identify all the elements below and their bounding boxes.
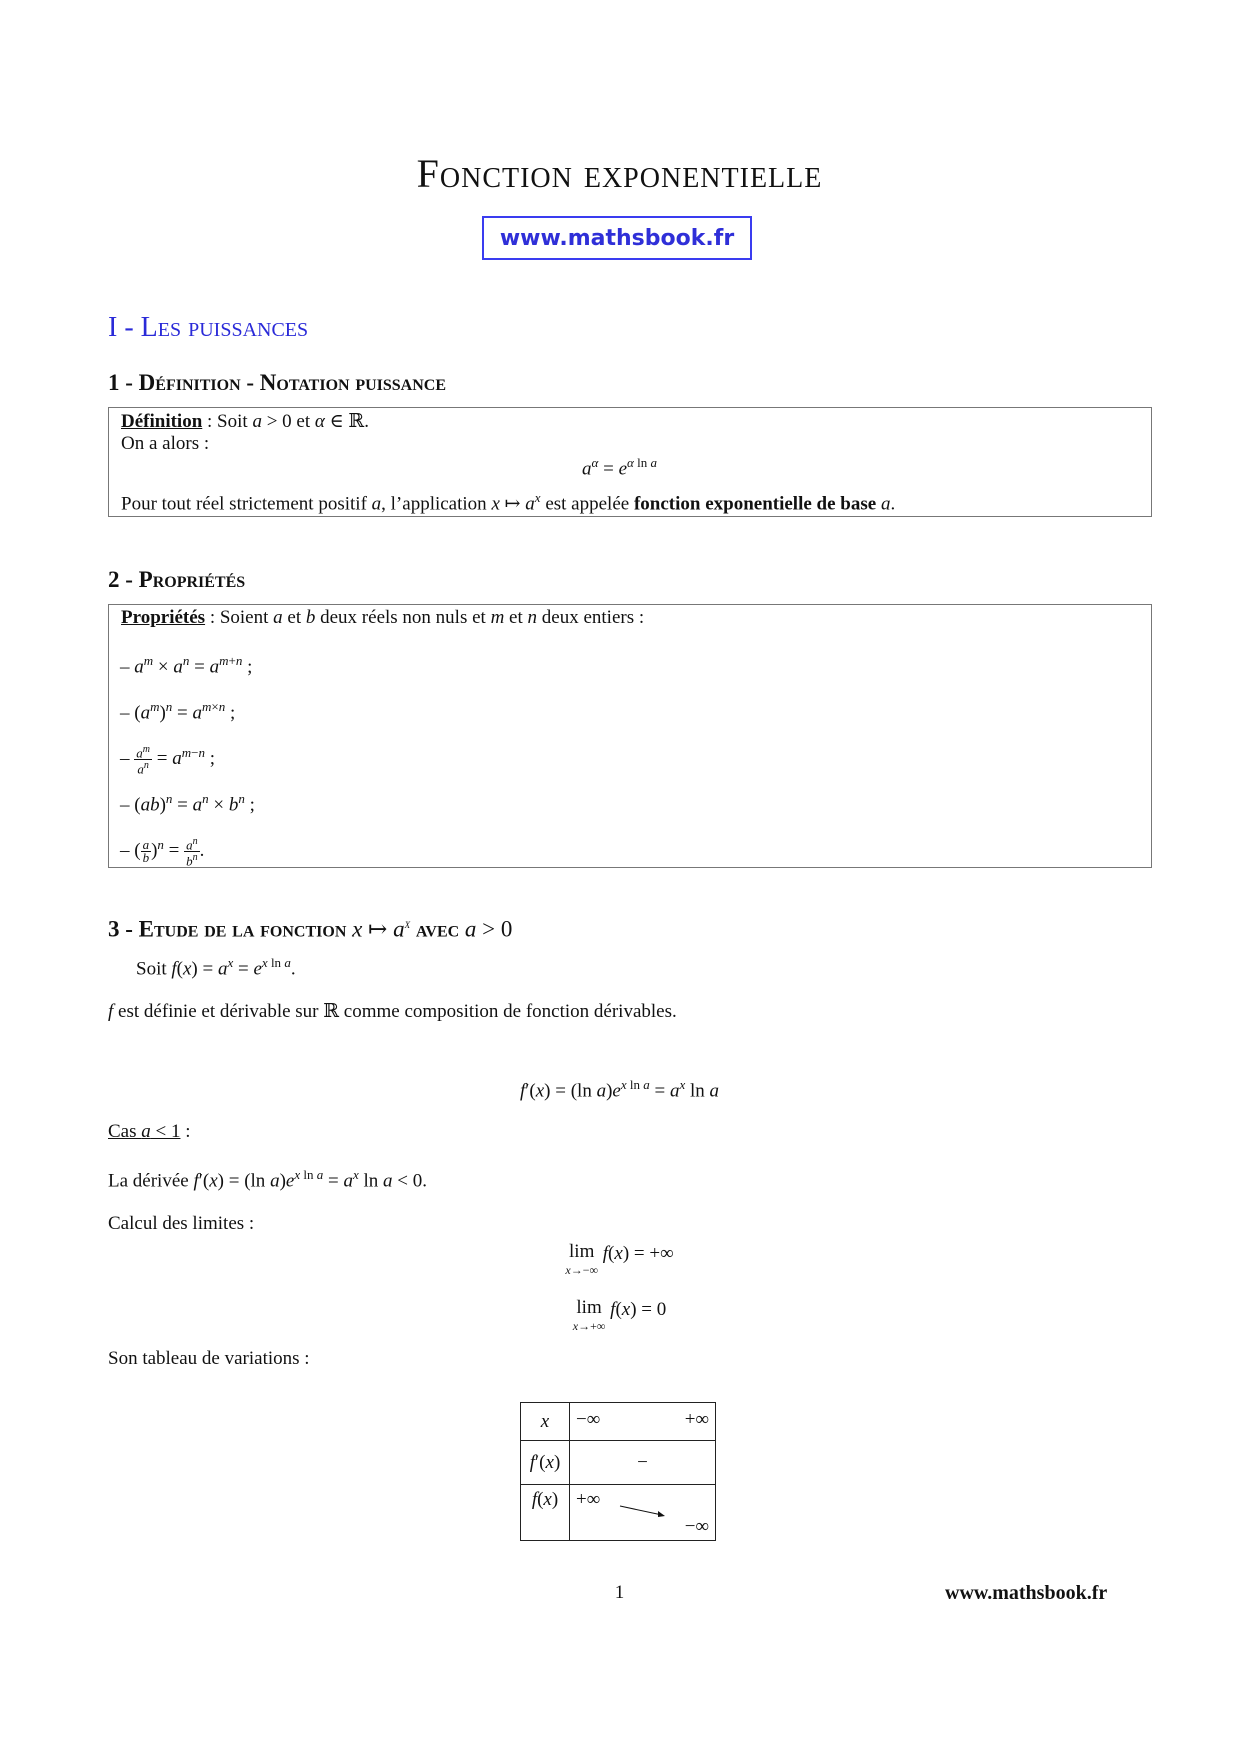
definition-bold-term: fonction exponentielle de base: [633, 493, 877, 515]
page-number: 1: [614, 1582, 625, 1603]
table-header-x: x: [521, 1403, 570, 1441]
site-link-box[interactable]: www.mathsbook.fr: [482, 216, 752, 260]
derivee-line: La dérivée f′(x) = (ln $a)e^{x ln a} = a^x$ ln a < 0.: [108, 1167, 427, 1192]
subsection-heading-properties: 2 - Propriétés: [108, 567, 246, 592]
table-header-f: f(x): [521, 1485, 570, 1541]
table-header-fprime: f′(x): [521, 1441, 570, 1485]
definition-formula: $a^\alpha = e^{\alpha ln a}$: [582, 455, 657, 480]
x-left-value: −∞: [576, 1409, 601, 1430]
properties-intro: Propriétés : Soient a et b deux réels non nuls et m et n deux entiers :: [121, 607, 645, 628]
definition-line1: Définition : Soit a > 0 et α ∈ ℝ.: [121, 411, 369, 432]
case-label: Cas a < 1 :: [108, 1121, 191, 1142]
calcul-limites: Calcul des limites :: [108, 1213, 255, 1234]
subsection-heading-study: 3 - Etude de la fonction x ↦ $a^x$ avec a > 0: [108, 916, 513, 942]
property-item: – $(a^m)^n = a^{m\times n}$ ;: [120, 699, 236, 724]
property-item: – ( $\frac{a}{b}$ )$^n$ = $\frac{a^n}{b^n}$ .: [120, 836, 205, 869]
properties-label: Propriétés: [121, 607, 206, 628]
derivative-formula: f′(x) = (ln $a)e^{x ln a} = a^x$ ln a: [519, 1077, 720, 1102]
decreasing-arrow-icon: [618, 1503, 668, 1521]
definition-line2: On a alors :: [121, 433, 210, 454]
study-soit: Soit $f(x) = a^x = e^{x ln a}$.: [136, 955, 296, 980]
table-x-values: [570, 1403, 716, 1441]
variation-table: [520, 1402, 716, 1541]
limit-plus-infinity: lim x→+∞ f(x) = 0: [572, 1297, 667, 1333]
study-def-text: f est définie et dérivable sur ℝ comme composition de fonction dérivables.: [108, 1001, 677, 1022]
page-title: Fonction exponentielle: [416, 151, 823, 196]
footer-site[interactable]: www.mathsbook.fr: [945, 1582, 1108, 1604]
property-item: – $\frac{a^m}{a^n}$ = $a^{m-n}$ ;: [120, 744, 215, 777]
subsection-heading-definition: 1 - Définition - Notation puissance: [108, 370, 447, 395]
tableau-intro: Son tableau de variations :: [108, 1348, 310, 1369]
table-sign: −: [570, 1441, 716, 1485]
limit-minus-infinity: lim x→−∞ f(x) = +∞: [565, 1241, 674, 1277]
table-f-variation: [570, 1485, 716, 1541]
f-start-value: +∞: [576, 1489, 601, 1510]
property-item: – $a^m \times a^n = a^{m+n}$ ;: [120, 653, 253, 678]
definition-label: Définition: [121, 411, 203, 432]
property-item: – $(ab)^n = a^n \times b^n$ ;: [120, 791, 255, 816]
x-right-value: +∞: [684, 1409, 709, 1430]
definition-line3: Pour tout réel strictement positif a, l’application x ↦ $a^x$ est appelée fonction exponentielle de base a.: [121, 490, 896, 515]
f-end-value: −∞: [684, 1516, 709, 1537]
properties-box: [108, 604, 1152, 868]
section-heading: I - Les puissances: [108, 312, 309, 343]
